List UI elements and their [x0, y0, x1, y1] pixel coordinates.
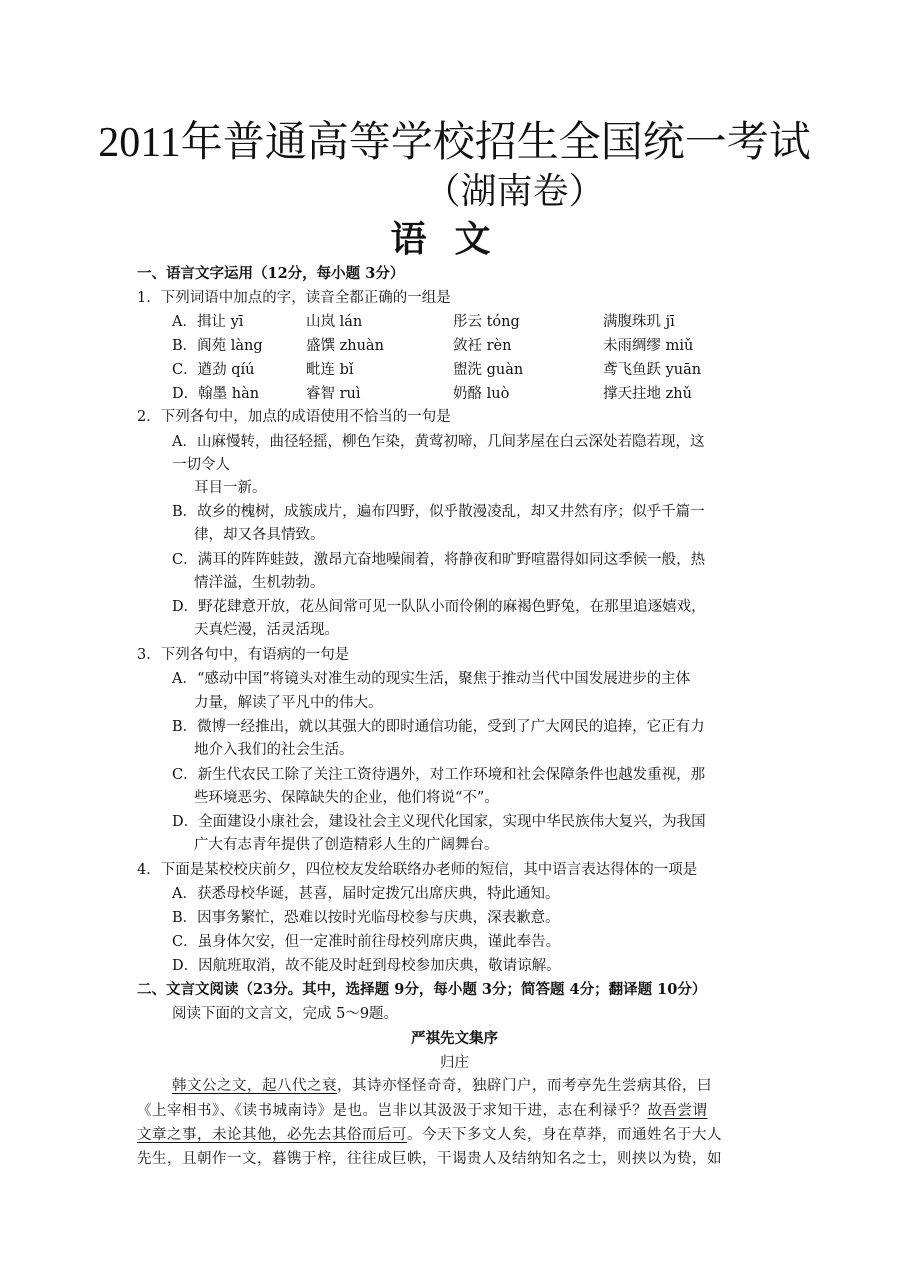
q1-option-d-1: D．翰墨 hàn [172, 386, 260, 402]
q1-option-c-1: C．遒劲 qíú [172, 362, 255, 378]
q2-a-line3: 耳目一新。 [194, 480, 267, 496]
q1-option-c-4: 鸢飞鱼跃 yuān [603, 362, 702, 378]
q1-option-d-4: 撑天拄地 zhǔ [603, 386, 692, 402]
q3-b-line2: 地介入我们的社会生活。 [194, 742, 354, 758]
essay-line-4: 先生，且朝作一文，暮镌于梓，往往成巨帙，干谒贵人及结纳知名之士，则挟以为贽，如 [137, 1151, 722, 1167]
section-2-heading: 二、文言文阅读（23分。其中，选择题 9分，每小题 3分；简答题 4分；翻译题 10分） [137, 981, 707, 998]
q3-c-line1: C．新生代农民工除了关注工资待遇外，对工作环境和社会保障条件也越发重视，那 [172, 767, 706, 783]
q2-a-line2: 一切令人 [172, 457, 230, 473]
q2-c-line2: 情洋溢，生机勃勃。 [194, 575, 325, 591]
essay-line-1-rest: ，其诗亦怪怪奇奇，独辟门户，而考亭先生尝病其俗，曰 [337, 1078, 712, 1094]
q2-stem: 2．下列各句中，加点的成语使用不恰当的一句是 [137, 409, 451, 425]
q2-b-line1: B．故乡的槐树，成簇成片，遍布四野，似乎散漫凌乱，却又井然有序；似乎千篇一 [172, 504, 705, 520]
q2-c-line1: C．满耳的阵阵蛙鼓，激昂亢奋地噪闹着，将静夜和旷野喧嚣得如同这季候一般，热 [172, 552, 706, 568]
q1-option-a-4: 满腹珠玑 jī [603, 314, 675, 330]
q4-option-b: B．因事务繁忙，恐难以按时光临母校参与庆典，深表歉意。 [172, 910, 560, 926]
q2-d-line1: D．野花肆意开放，花丛间常可见一队队小而伶俐的麻褐色野兔，在那里追逐嬉戏， [172, 599, 706, 615]
section-1-heading: 一、语言文字运用（12分，每小题 3分） [137, 265, 405, 282]
q1-option-a-3: 彤云 tóng [453, 314, 520, 330]
essay-line-2-text: 《上宰相书》、《读书城南诗》是也。岂非以其汲汲于求知干进，志在利禄乎？ [137, 1103, 648, 1119]
q3-d-line2: 广大有志青年提供了创造精彩人生的广阔舞台。 [194, 837, 499, 853]
essay-line-3-rest: 。今天下多文人矣，身在草莽，而通姓名于大人 [407, 1127, 722, 1143]
subject-title: 语文 [390, 218, 519, 260]
q3-d-line1: D．全面建设小康社会，建设社会主义现代化国家，实现中华民族伟大复兴，为我国 [172, 814, 706, 830]
q1-option-a-2: 山岚 lán [306, 314, 363, 330]
q4-option-c: C．虽身体欠安，但一定准时前往母校列席庆典，谨此奉告。 [172, 934, 561, 950]
q4-option-d: D．因航班取消，故不能及时赶到母校参加庆典，敬请谅解。 [172, 958, 561, 974]
q1-option-d-3: 奶酪 luò [453, 386, 510, 402]
q1-option-c-2: 毗连 bǐ [306, 362, 354, 378]
q1-option-b-2: 盛馔 zhuàn [306, 338, 384, 354]
q1-stem: 1．下列词语中加点的字，读音全都正确的一组是 [137, 290, 451, 306]
q4-stem: 4．下面是某校校庆前夕，四位校友发给联络办老师的短信，其中语言表达得体的一项是 [137, 862, 698, 878]
essay-title: 严祺先文集序 [411, 1030, 498, 1047]
q2-a-line1: A．山麻慢转，曲径轻摇，柳色乍染，黄莺初啼，几间茅屋在白云深处若隐若现，这 [172, 434, 705, 450]
q3-b-line1: B．微博一经推出，就以其强大的即时通信功能，受到了广大网民的追捧，它正有力 [172, 719, 705, 735]
q3-stem: 3．下列各句中，有语病的一句是 [137, 647, 350, 663]
q3-a-line2: 力量，解读了平凡中的伟大。 [194, 695, 383, 711]
q2-d-line2: 天真烂漫，活灵活现。 [194, 622, 339, 638]
q1-option-b-1: B．阆苑 làng [172, 338, 263, 354]
underlined-sentence-2-end: 文章之事，未论其他，必先去其俗而后可 [137, 1127, 407, 1143]
q1-option-d-2: 睿智 ruì [306, 386, 361, 402]
exam-subtitle: （湖南卷） [424, 171, 605, 212]
underlined-sentence-1: 韩文公之文，起八代之衰 [172, 1078, 337, 1094]
essay-line-2 [137, 1098, 708, 1124]
q2-b-line2: 律，却又各具情致。 [194, 527, 325, 543]
reading-intro: 阅读下面的文言文，完成 5～9题。 [172, 1006, 399, 1022]
q1-option-b-3: 敛衽 rèn [453, 338, 512, 354]
essay-line-3 [137, 1122, 722, 1148]
q4-option-a: A．获悉母校华诞，甚喜，届时定拨冗出席庆典，特此通知。 [172, 886, 560, 902]
exam-title: 2011年普通高等学校招生全国统一考试 [98, 120, 811, 166]
essay-line-1 [172, 1073, 712, 1099]
q1-option-c-3: 盥洗 guàn [453, 362, 524, 378]
underlined-sentence-2-start: 故吾尝谓 [647, 1103, 708, 1119]
q3-a-line1: A．“感动中国”将镜头对准生动的现实生活，聚焦于推动当代中国发展进步的主体 [172, 671, 691, 687]
q1-option-a-1: A．揖让 yī [172, 314, 244, 330]
q1-option-b-4: 未雨绸缪 miǔ [603, 338, 694, 354]
q3-c-line2: 些环境恶劣、保障缺失的企业，他们将说“不”。 [194, 790, 499, 806]
essay-author: 归庄 [440, 1055, 469, 1071]
